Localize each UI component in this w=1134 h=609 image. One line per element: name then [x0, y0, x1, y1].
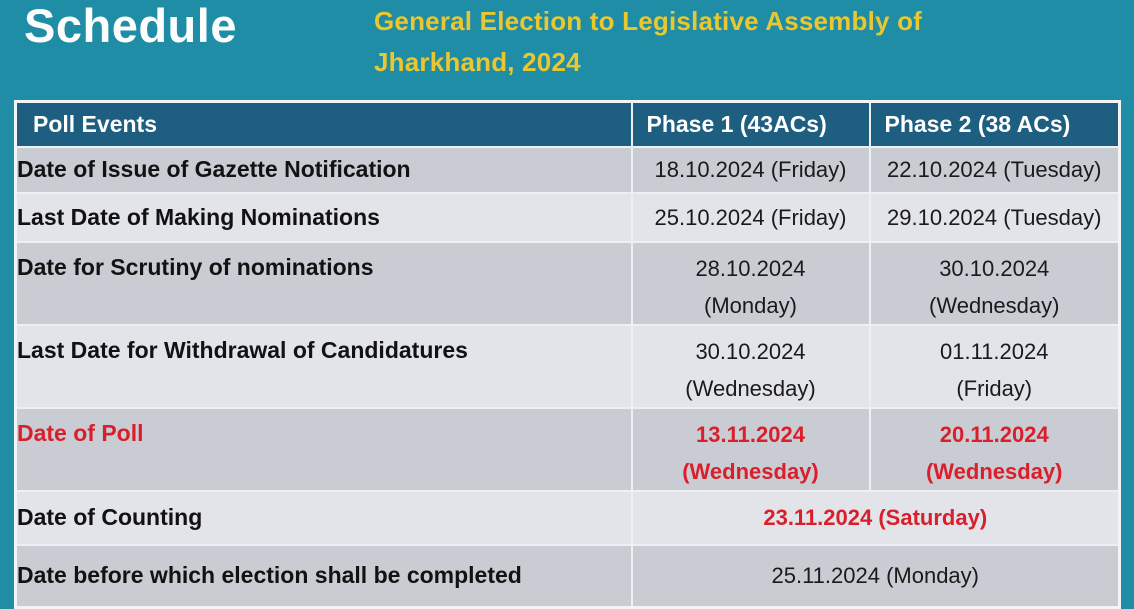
event-cell: Date of Issue of Gazette Notification [16, 147, 632, 193]
table-row [16, 242, 1120, 325]
column-header-poll-events: Poll Events [16, 102, 632, 147]
table-row [16, 147, 1120, 193]
merged-date-cell: 23.11.2024 (Saturday) [632, 491, 1120, 545]
event-cell: Last Date for Withdrawal of Candidatures [16, 325, 632, 408]
table-header-row [16, 102, 1120, 147]
table-row-date-of-poll [16, 408, 1120, 491]
event-cell: Date of Counting [16, 491, 632, 545]
phase2-date-cell: 30.10.2024 (Wednesday) [870, 242, 1120, 325]
table-row [16, 325, 1120, 408]
phase1-date-cell: 30.10.2024 (Wednesday) [632, 325, 870, 408]
phase2-date-cell: 20.11.2024 (Wednesday) [870, 408, 1120, 491]
phase2-date-cell: 22.10.2024 (Tuesday) [870, 147, 1120, 193]
table-row [16, 193, 1120, 242]
phase1-date-cell: 28.10.2024 (Monday) [632, 242, 870, 325]
phase1-date-cell: 18.10.2024 (Friday) [632, 147, 870, 193]
page-title: Schedule [24, 0, 237, 52]
schedule-table [14, 100, 1121, 609]
phase1-date-cell: 13.11.2024 (Wednesday) [632, 408, 870, 491]
page-subtitle: General Election to Legislative Assembly of Jharkhand, 2024 [374, 6, 923, 77]
event-cell: Date for Scrutiny of nominations [16, 242, 632, 325]
event-cell: Date before which election shall be completed [16, 545, 632, 608]
phase2-date-cell: 01.11.2024 (Friday) [870, 325, 1120, 408]
event-cell: Last Date of Making Nominations [16, 193, 632, 242]
column-header-phase2: Phase 2 (38 ACs) [870, 102, 1120, 147]
table-row-completion-date [16, 545, 1120, 608]
phase1-date-cell: 25.10.2024 (Friday) [632, 193, 870, 242]
event-cell: Date of Poll [16, 408, 632, 491]
table-row-date-of-counting [16, 491, 1120, 545]
column-header-phase1: Phase 1 (43ACs) [632, 102, 870, 147]
phase2-date-cell: 29.10.2024 (Tuesday) [870, 193, 1120, 242]
merged-date-cell: 25.11.2024 (Monday) [632, 545, 1120, 608]
